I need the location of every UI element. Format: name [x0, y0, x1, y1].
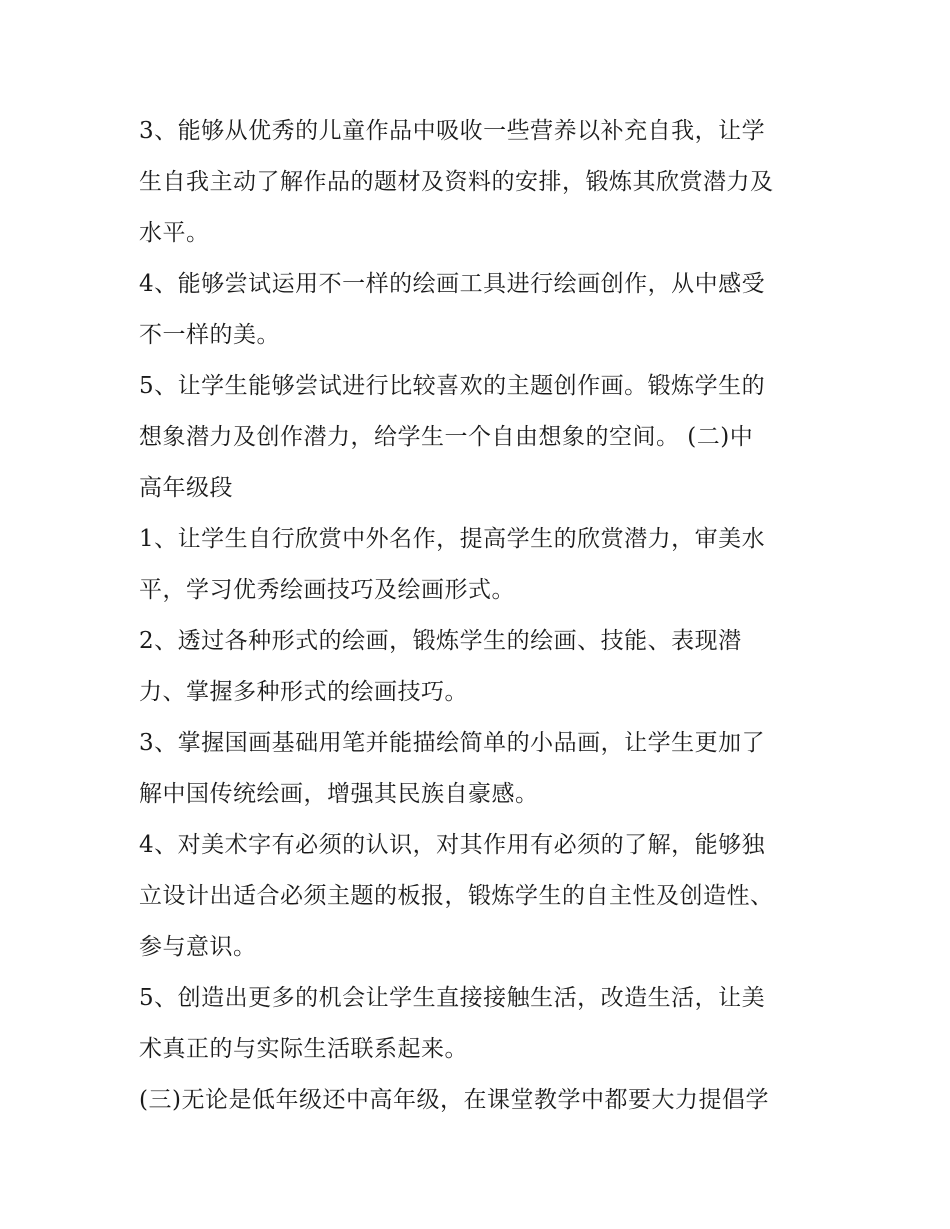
text-line: (三)无论是低年级还中高年级，在课堂教学中都要大力提倡学	[139, 1087, 769, 1113]
text-line: 3、能够从优秀的儿童作品中吸收一些营养以补充自我，让学	[139, 118, 766, 144]
text-line: 术真正的与实际生活联系起来。	[139, 1036, 468, 1062]
text-line: 4、对美术字有必须的认识，对其作用有必须的了解，能够独	[139, 832, 766, 858]
text-line: 5、让学生能够尝试进行比较喜欢的主题创作画。锻炼学生的	[139, 373, 766, 399]
text-line: 2、透过各种形式的绘画，锻炼学生的绘画、技能、表现潜	[139, 628, 742, 654]
text-line: 生自我主动了解作品的题材及资料的安排，锻炼其欣赏潜力及	[139, 169, 774, 195]
document-body	[139, 106, 819, 1126]
text-line: 立设计出适合必须主题的板报，锻炼学生的自主性及创造性、	[139, 883, 774, 909]
text-line: 平，学习优秀绘画技巧及绘画形式。	[139, 577, 515, 603]
text-line: 5、创造出更多的机会让学生直接接触生活，改造生活，让美	[139, 985, 766, 1011]
text-line: 1、让学生自行欣赏中外名作，提高学生的欣赏潜力，审美水	[139, 526, 766, 552]
text-line: 水平。	[139, 220, 210, 246]
text-line: 想象潜力及创作潜力，给学生一个自由想象的空间。 (二)中	[139, 424, 754, 450]
text-line: 3、掌握国画基础用笔并能描绘简单的小品画，让学生更加了	[139, 730, 766, 756]
text-line: 力、掌握多种形式的绘画技巧。	[139, 679, 468, 705]
text-line: 解中国传统绘画，增强其民族自豪感。	[139, 781, 539, 807]
text-line: 高年级段	[139, 475, 233, 501]
text-line: 不一样的美。	[139, 322, 280, 348]
text-line: 4、能够尝试运用不一样的绘画工具进行绘画创作，从中感受	[139, 271, 766, 297]
text-line: 参与意识。	[139, 934, 257, 960]
